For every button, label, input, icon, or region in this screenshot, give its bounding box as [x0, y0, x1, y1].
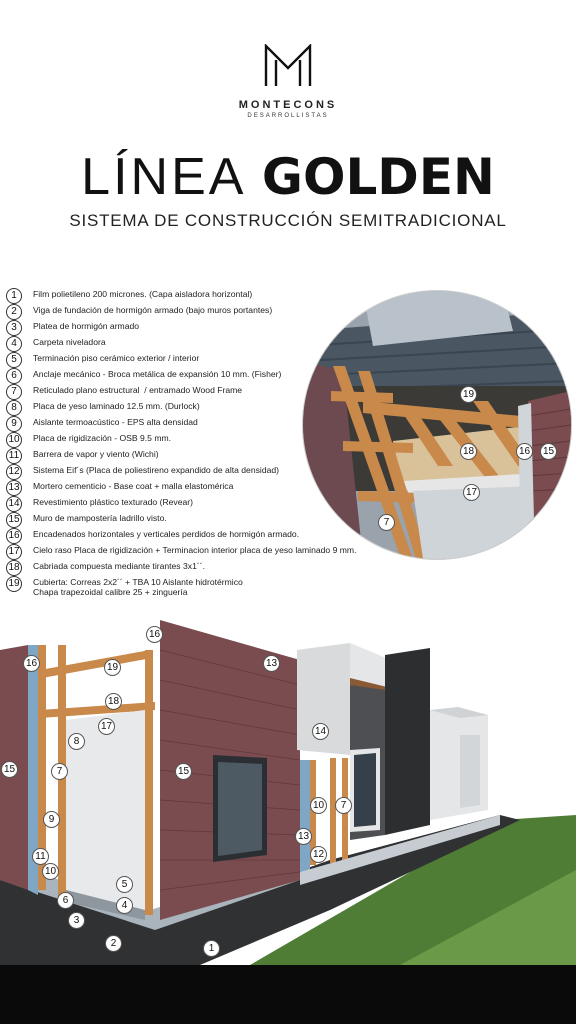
legend-item	[6, 400, 200, 416]
marker: 18	[460, 443, 477, 460]
footer-bar	[0, 965, 576, 1024]
marker: 15	[175, 763, 192, 780]
legend-item	[6, 352, 199, 368]
marker: 15	[1, 761, 18, 778]
legend-number: 16	[6, 528, 22, 544]
legend-item	[6, 432, 171, 448]
legend-number: 6	[6, 368, 22, 384]
legend-number: 11	[6, 448, 22, 464]
marker: 19	[460, 386, 477, 403]
legend-number: 17	[6, 544, 22, 560]
legend-text: Barrera de vapor y viento (Wichi)	[33, 449, 159, 459]
legend-number: 7	[6, 384, 22, 400]
marker: 12	[310, 846, 327, 863]
legend-text: Cielo raso Placa de rigidización + Terminacion interior placa de yeso laminado 9 mm.	[33, 545, 357, 555]
marker: 18	[105, 693, 122, 710]
legend-text: Encadenados horizontales y verticales perdidos de hormigón armado.	[33, 529, 300, 539]
legend-text: Cabriada compuesta mediante tirantes 3x1´´.	[33, 561, 205, 571]
legend-text: Placa de rigidización - OSB 9.5 mm.	[33, 433, 172, 443]
legend-number: 4	[6, 336, 22, 352]
legend-item	[6, 320, 139, 336]
legend-text: Carpeta niveladora	[33, 337, 106, 347]
legend-number: 18	[6, 560, 22, 576]
legend-item	[6, 512, 167, 528]
marker: 16	[23, 655, 40, 672]
legend-number: 15	[6, 512, 22, 528]
legend-number: 9	[6, 416, 22, 432]
legend-number: 2	[6, 304, 22, 320]
marker: 3	[68, 912, 85, 929]
legend-item	[6, 288, 252, 304]
marker: 2	[105, 935, 122, 952]
logo-m-icon	[262, 44, 314, 86]
legend-text: Viga de fundación de hormigón armado (bajo muros portantes)	[33, 305, 273, 315]
legend-number: 5	[6, 352, 22, 368]
legend-item	[6, 368, 281, 384]
legend-item	[6, 544, 356, 560]
legend-text: Aislante termoacústico - EPS alta densidad	[33, 417, 198, 427]
marker: 14	[312, 723, 329, 740]
marker: 16	[516, 443, 533, 460]
house-illustration	[0, 610, 576, 965]
title-bold: GOLDEN	[261, 148, 495, 206]
legend-text: Sistema Eif´s (Placa de poliestireno expandido de alta densidad)	[33, 465, 280, 475]
marker: 15	[540, 443, 557, 460]
legend-item	[6, 336, 106, 352]
marker: 11	[32, 848, 49, 865]
detail-circle-image	[302, 290, 572, 560]
legend-text: Muro de mampostería ladrillo visto.	[33, 513, 167, 523]
marker: 7	[51, 763, 68, 780]
legend-number: 12	[6, 464, 22, 480]
marker: 6	[57, 892, 74, 909]
legend-item	[6, 384, 242, 400]
marker: 10	[42, 863, 59, 880]
legend-item	[6, 416, 198, 432]
marker: 13	[295, 828, 312, 845]
legend-text: Film polietileno 200 micrones. (Capa aisladora horizontal)	[33, 289, 253, 299]
marker: 1	[203, 940, 220, 957]
legend-text: Terminación piso cerámico exterior / interior	[33, 353, 200, 363]
marker: 9	[43, 811, 60, 828]
marker: 7	[378, 514, 395, 531]
marker: 4	[116, 897, 133, 914]
legend-number: 19	[6, 576, 22, 592]
legend-number: 10	[6, 432, 22, 448]
marker: 13	[263, 655, 280, 672]
legend-item	[6, 560, 205, 576]
house-render-image	[0, 610, 576, 965]
legend-text: Revestimiento plástico texturado (Revear)	[33, 497, 194, 507]
legend-item	[6, 464, 279, 480]
brand-tagline: DESARROLLISTAS	[247, 113, 329, 119]
brand-name: MONTECONS	[238, 99, 338, 111]
legend-number: 3	[6, 320, 22, 336]
legend-text: Reticulado plano estructural / entramado Wood Frame	[33, 385, 243, 395]
marker: 10	[310, 797, 327, 814]
legend-item	[6, 528, 299, 544]
legend-number: 8	[6, 400, 22, 416]
legend-item	[6, 304, 272, 320]
legend-text: Placa de yeso laminado 12.5 mm. (Durlock)	[33, 401, 200, 411]
legend-text: Platea de hormigón armado	[33, 321, 140, 331]
marker: 17	[463, 484, 480, 501]
legend-number: 14	[6, 496, 22, 512]
marker: 19	[104, 659, 121, 676]
marker: 16	[146, 626, 163, 643]
legend-number: 1	[6, 288, 22, 304]
legend-text: Anclaje mecánico - Broca metálica de expansión 10 mm. (Fisher)	[33, 369, 282, 379]
detail-illustration	[303, 291, 571, 559]
page-subtitle: SISTEMA DE CONSTRUCCIÓN SEMITRADICIONAL	[69, 211, 507, 230]
title-light: LÍNEA	[81, 148, 247, 206]
page-title	[0, 148, 576, 206]
legend-item	[6, 448, 159, 464]
legend-number: 13	[6, 480, 22, 496]
legend-text: Cubierta: Correas 2x2´´ + TBA 10 Aislante hidrotérmico Chapa trapezoidal calibre 25 + zinguería	[33, 577, 243, 597]
legend-item	[6, 480, 233, 496]
marker: 7	[335, 797, 352, 814]
legend-item	[6, 496, 193, 512]
marker: 8	[68, 733, 85, 750]
marker: 17	[98, 718, 115, 735]
marker: 5	[116, 876, 133, 893]
legend-text: Mortero cementicio - Base coat + malla elastomérica	[33, 481, 234, 491]
legend-item	[6, 576, 243, 597]
